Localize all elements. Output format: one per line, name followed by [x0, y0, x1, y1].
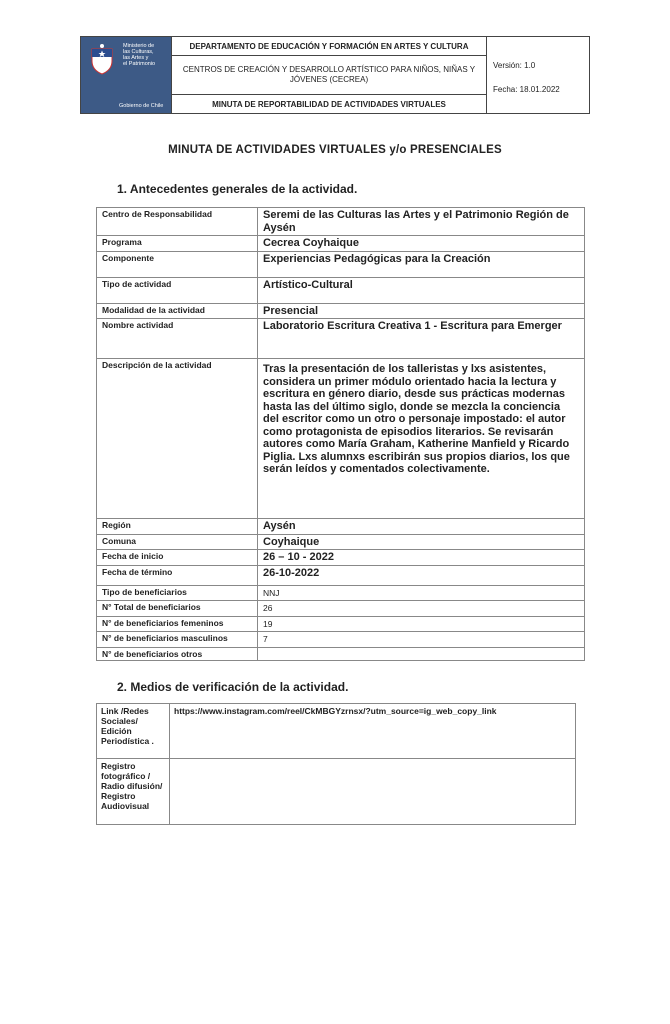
row-label: Registro fotográfico / Radio difusión/ Registro Audiovisual — [97, 759, 170, 825]
section-2-heading: 2. Medios de verificación de la actividad. — [117, 680, 349, 694]
department-name: DEPARTAMENTO DE EDUCACIÓN Y FORMACIÓN EN ARTES Y CULTURA — [172, 37, 486, 56]
table-row — [97, 647, 585, 660]
row-label: Descripción de la actividad — [97, 359, 258, 519]
table-row — [97, 550, 585, 566]
table-row — [97, 251, 585, 277]
row-value: Coyhaique — [258, 534, 585, 550]
row-label: Componente — [97, 251, 258, 277]
header-right — [487, 37, 589, 113]
row-value: Seremi de las Culturas las Artes y el Patrimonio Región de Aysén — [258, 208, 585, 236]
verification-table — [96, 703, 576, 825]
table-row — [97, 704, 576, 759]
row-label: Centro de Responsabilidad — [97, 208, 258, 236]
coat-of-arms-icon — [89, 43, 115, 75]
table-row — [97, 519, 585, 535]
row-value: 19 — [258, 616, 585, 632]
version-label: Versión: 1.0 — [493, 61, 536, 70]
document-header — [80, 36, 590, 114]
table-row — [97, 359, 585, 519]
table-row — [97, 601, 585, 617]
table-row — [97, 616, 585, 632]
table-row — [97, 277, 585, 303]
row-value — [258, 647, 585, 660]
row-value: 7 — [258, 632, 585, 648]
row-value: 26 — [258, 601, 585, 617]
header-center — [171, 37, 487, 113]
logo-government-text: Gobierno de Chile — [119, 103, 164, 109]
row-label: Comuna — [97, 534, 258, 550]
logo-line: las Artes y — [123, 55, 149, 61]
date-label: Fecha: 18.01.2022 — [493, 85, 560, 94]
table-row — [97, 632, 585, 648]
table-row — [97, 585, 585, 601]
row-value: Cecrea Coyhaique — [258, 236, 585, 252]
logo-line: el Patrimonio — [123, 61, 156, 67]
logo-line: Ministerio de — [123, 43, 155, 49]
logo-ministry-text — [123, 43, 169, 67]
row-value: Experiencias Pedagógicas para la Creación — [258, 251, 585, 277]
row-label: N° de beneficiarios femeninos — [97, 616, 258, 632]
row-value: Laboratorio Escritura Creativa 1 - Escritura para Emerger — [258, 319, 585, 359]
ministry-logo — [81, 37, 171, 113]
row-label: Link /Redes Sociales/ Edición Periodística . — [97, 704, 170, 759]
row-label: Fecha de inicio — [97, 550, 258, 566]
section-1-heading: 1. Antecedentes generales de la actividad. — [117, 182, 358, 196]
row-value: NNJ — [258, 585, 585, 601]
row-value: 26 – 10 - 2022 — [258, 550, 585, 566]
activity-details-table — [96, 207, 585, 661]
row-label: Modalidad de la actividad — [97, 303, 258, 319]
row-label: Tipo de beneficiarios — [97, 585, 258, 601]
row-value: Artístico-Cultural — [258, 277, 585, 303]
table-row — [97, 236, 585, 252]
row-label: N° Total de beneficiarios — [97, 601, 258, 617]
row-value — [170, 759, 576, 825]
instagram-link[interactable]: https://www.instagram.com/reel/CkMBGYzrnsx/?utm_source=ig_web_copy_link — [170, 704, 576, 759]
table-row — [97, 759, 576, 825]
row-label: Fecha de término — [97, 565, 258, 585]
document-type: MINUTA DE REPORTABILIDAD DE ACTIVIDADES VIRTUALES — [212, 99, 446, 109]
row-label: N° de beneficiarios otros — [97, 647, 258, 660]
row-label: Programa — [97, 236, 258, 252]
row-value: 26-10-2022 — [258, 565, 585, 585]
row-label: Región — [97, 519, 258, 535]
table-row — [97, 319, 585, 359]
row-label: N° de beneficiarios masculinos — [97, 632, 258, 648]
row-value: Tras la presentación de los talleristas y lxs asistentes, considera un primer módulo orientado hacia la lectura y escritura en género diario, desde sus prácticas modernas hasta las del último siglo, donde se mezcla la conciencia del escritor como un otro o personaje impostado: el autor como protagonista de episodios literarios. Se revisarán autores como María Graham, Katherine Manfield y Ricardo Piglia. Lxs alumnxs escribirán sus propios diarios, los que serán leídos y comentados colectivamente. — [258, 359, 585, 519]
table-row — [97, 565, 585, 585]
program-name: CENTROS DE CREACIÓN Y DESARROLLO ARTÍSTICO PARA NIÑOS, NIÑAS Y JÓVENES (CECREA) — [172, 56, 486, 95]
row-label: Tipo de actividad — [97, 277, 258, 303]
page-title: MINUTA DE ACTIVIDADES VIRTUALES y/o PRESENCIALES — [168, 144, 502, 156]
row-label: Nombre actividad — [97, 319, 258, 359]
logo-line: las Culturas, — [123, 49, 154, 55]
table-row — [97, 303, 585, 319]
table-row — [97, 534, 585, 550]
row-value: Aysén — [258, 519, 585, 535]
table-row — [97, 208, 585, 236]
row-value: Presencial — [258, 303, 585, 319]
